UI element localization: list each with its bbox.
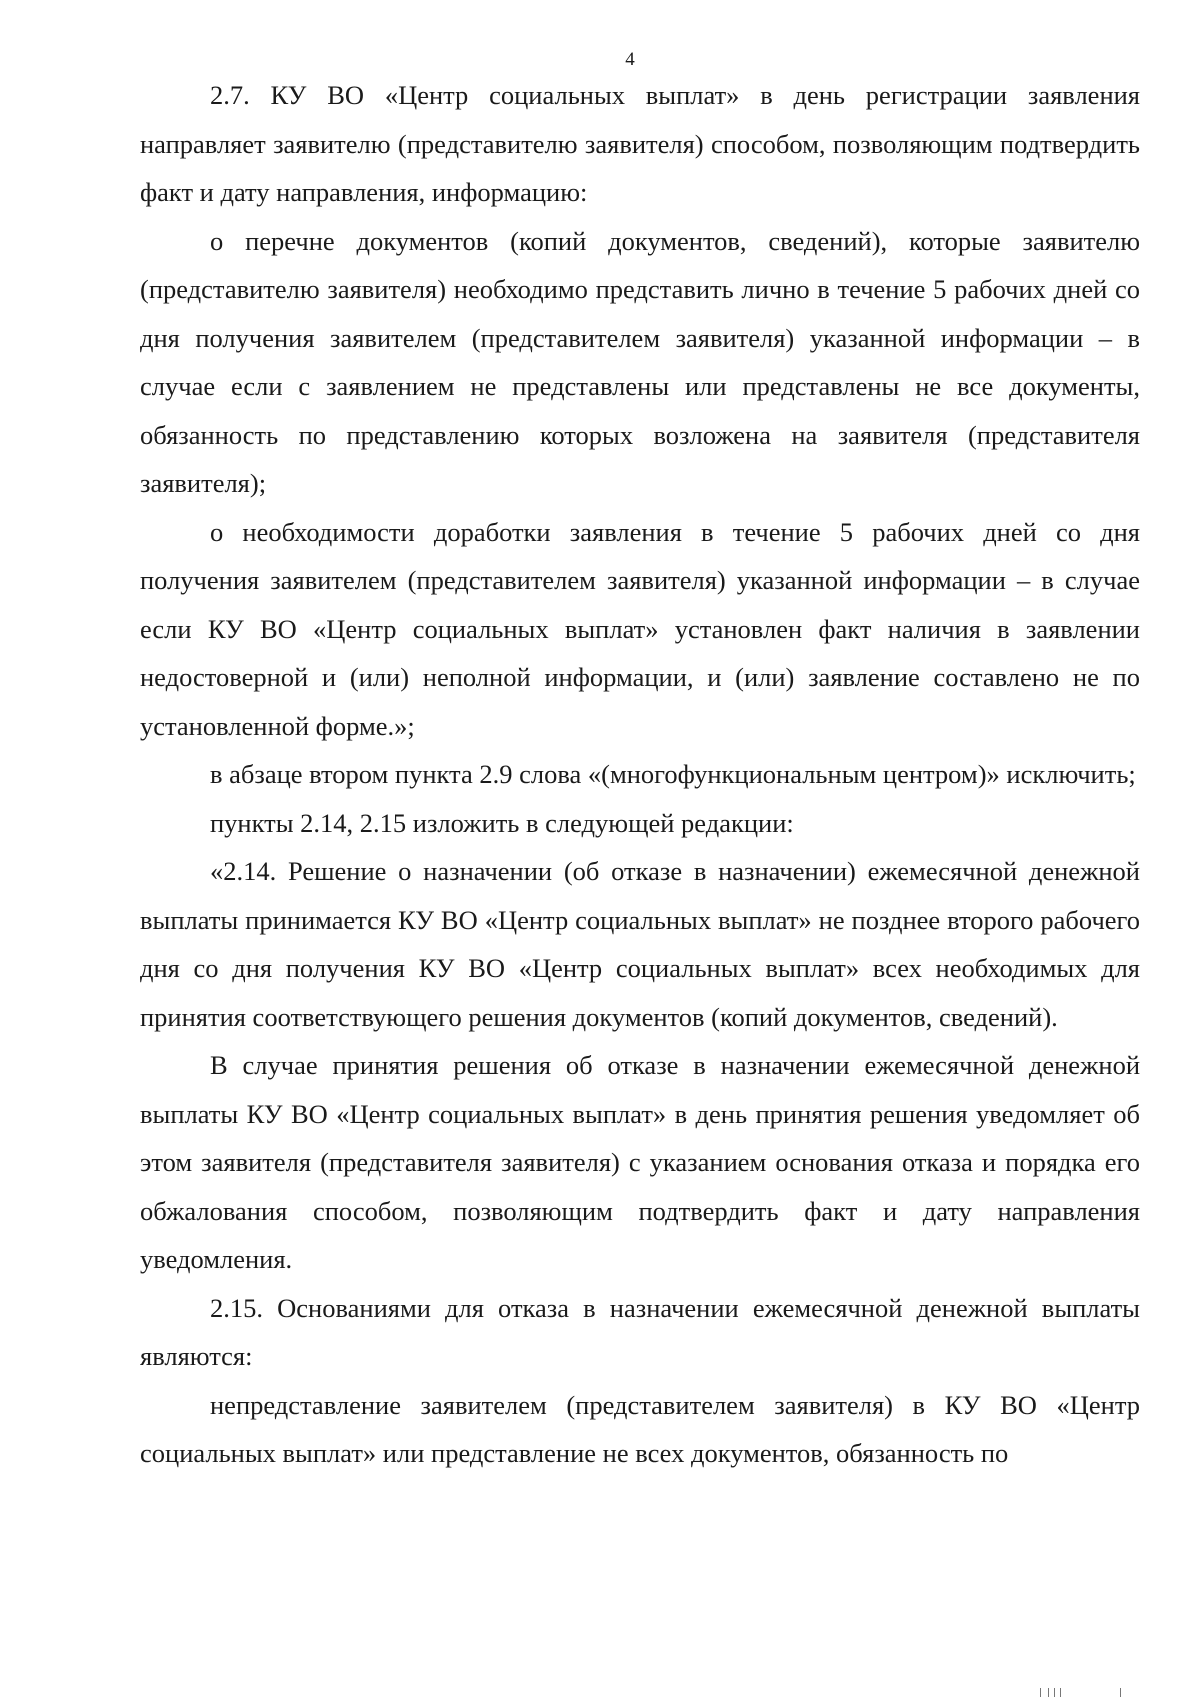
paragraph-2-14: «2.14. Решение о назначении (об отказе в назначении) ежемесячной денежной выплаты принимается КУ ВО «Центр социальных выплат» не позднее второго рабочего дня со дня получения КУ ВО «Центр социальных выплат» всех необходимых для принятия соответствующего решения документов (копий документов, сведений). bbox=[140, 856, 1140, 1032]
paragraph-2-9-amendment: в абзаце втором пункта 2.9 слова «(многофункциональным центром)» исключить; bbox=[210, 759, 1136, 789]
page-number: 4 bbox=[625, 49, 635, 70]
scan-edge-marks bbox=[1040, 1685, 1180, 1697]
paragraph-new-edition: пункты 2.14, 2.15 изложить в следующей редакции: bbox=[210, 807, 794, 838]
paragraph-refusal-notice: В случае принятия решения об отказе в назначении ежемесячной денежной выплаты КУ ВО «Центр социальных выплат» в день принятия решения уведомляет об этом заявителя (представителя заявителя) с указанием основания отказа и порядка его обжалования способом, позволяющим подтвердить факт и дату направления уведомления. bbox=[140, 1050, 1140, 1274]
paragraph-2-7: 2.7. КУ ВО «Центр социальных выплат» в день регистрации заявления направляет заявителю (представителю заявителя) способом, позволяющим подтвердить факт и дату направления, информацию: bbox=[140, 80, 1140, 207]
paragraph-revision: о необходимости доработки заявления в течение 5 рабочих дней со дня получения заявителем (представителем заявителя) указанной информации – в случае если КУ ВО «Центр социальных выплат» установлен факт наличия в заявлении недостоверной и (или) неполной информации, и (или) заявление составлено не по установленной форме.»; bbox=[140, 516, 1140, 741]
paragraph-documents-list: о перечне документов (копий документов, сведений), которые заявителю (представителю заявителя) необходимо представить лично в течение 5 рабочих дней со дня получения заявителем (представителем заявителя) указанной информации – в случае если с заявлением не представлены или представлены не все документы, обязанность по представлению которых возложена на заявителя (представителя заявителя); bbox=[140, 225, 1140, 498]
document-text bbox=[140, 71, 1140, 1478]
paragraph-2-15: 2.15. Основаниями для отказа в назначении ежемесячной денежной выплаты являются: bbox=[140, 1292, 1140, 1371]
paragraph-non-submission: непредставление заявителем (представителем заявителя) в КУ ВО «Центр социальных выплат» или представление не всех документов, обязанность по bbox=[140, 1389, 1140, 1468]
